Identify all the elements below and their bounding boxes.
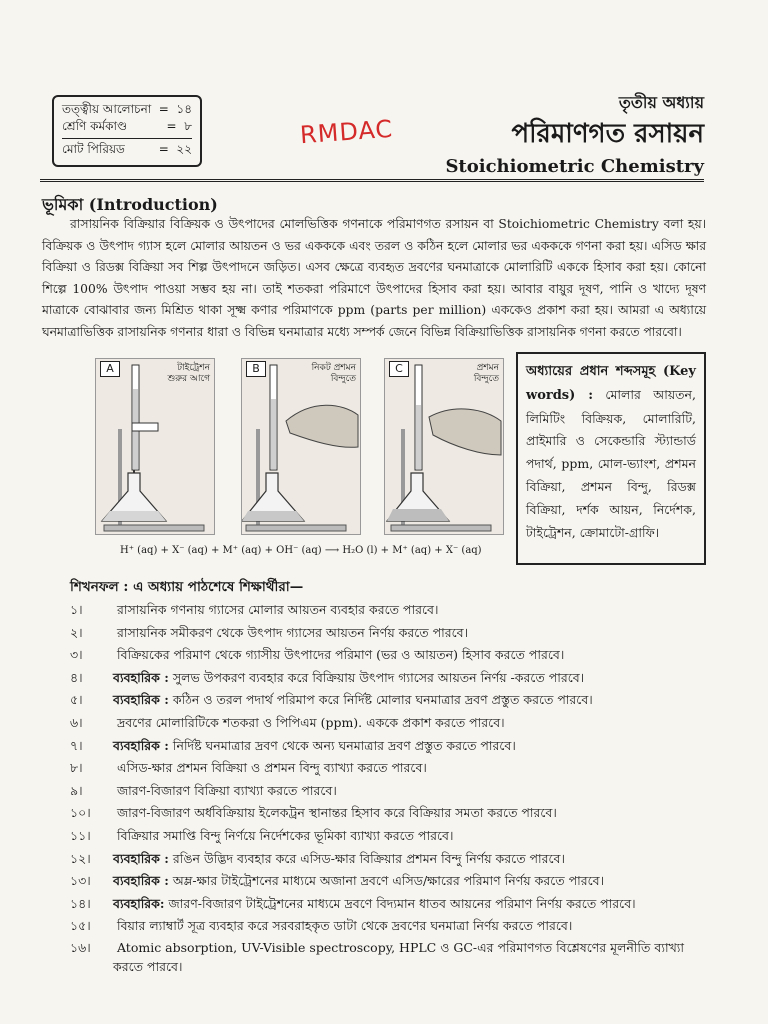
figure-caption: প্রশমন বিন্দুতে	[473, 363, 499, 384]
list-item	[70, 893, 710, 916]
item-number: ৭।	[70, 737, 83, 753]
titration-figure-c	[384, 358, 504, 535]
chapter-title: পরিমাণগত রসায়ন	[511, 119, 704, 149]
item-number: ৫।	[70, 692, 83, 708]
item-number: ৬।	[70, 714, 83, 730]
item-text: সুলভ উপকরণ ব্যবহার করে বিক্রিয়ায় উৎপাদ গ্যাসের আয়তন নির্ণয় -করতে পারবে।	[172, 669, 585, 685]
list-item	[70, 667, 710, 690]
titration-figure-b	[241, 358, 361, 535]
titration-figure-a	[95, 358, 215, 535]
handwritten-annotation: RMDAC	[299, 114, 395, 150]
figure-letter: C	[389, 361, 409, 377]
info-eq: =	[166, 119, 177, 133]
item-text: জারণ-বিজারণ অর্ধবিক্রিয়ায় ইলেকট্রন স্থানান্তর হিসাব করে বিক্রিয়ার সমতা করতে পারবে।	[117, 805, 557, 821]
item-tag: ব্যবহারিক :	[113, 669, 169, 685]
item-number: ৮।	[70, 760, 83, 776]
info-label: তত্ত্বীয় আলোচনা	[62, 102, 152, 116]
learning-outcomes-heading: শিখনফল : এ অধ্যায় পাঠশেষে শিক্ষার্থীরা—	[70, 579, 304, 595]
info-label: শ্রেণি কর্মকাণ্ড	[62, 119, 128, 133]
list-item	[70, 622, 710, 645]
item-text: জারণ-বিজারণ টাইট্রেশনের মাধ্যমে দ্রবণে বিদ্যমান ধাতব আয়নের পরিমাণ নির্ণয় করতে পারবে।	[168, 895, 636, 911]
item-text: বিয়ার ল্যাম্বার্ট সূত্র ব্যবহার করে সরবরাহকৃত ডাটা থেকে দ্রবণের ঘনমাত্রা নির্ণয় করতে পারবে।	[117, 918, 573, 934]
item-text: Atomic absorption, UV-Visible spectroscopy, HPLC ও GC-এর পরিমাণগত বিশ্লেষণের মূলনীতি ব্যাখ্যা করতে পারবে।	[113, 939, 685, 974]
key-words-heading: অধ্যায়ের প্রধান শব্দসমূহ (Key words) :	[526, 364, 696, 403]
list-item	[70, 780, 710, 803]
info-row-activity	[62, 118, 192, 135]
figure-letter: B	[246, 361, 266, 377]
period-info-box	[52, 95, 202, 167]
item-tag: ব্যবহারিক :	[113, 737, 169, 753]
item-number: ১১।	[70, 827, 91, 843]
item-number: ১।	[70, 602, 83, 617]
chapter-subtitle: Stoichiometric Chemistry	[445, 156, 704, 177]
learning-outcomes-list	[70, 599, 710, 976]
figure-letter: A	[100, 361, 120, 377]
intro-heading: ভূমিকা (Introduction)	[42, 195, 218, 214]
item-number: ১৪।	[70, 895, 91, 911]
item-number: ১৫।	[70, 918, 91, 934]
titration-flask-illustration	[96, 359, 214, 534]
figure-caption: নিকট প্রশমন বিন্দুতে	[311, 363, 356, 384]
neutralization-equation: H⁺ (aq) + X⁻ (aq) + M⁺ (aq) + OH⁻ (aq) ⟶ H₂O (l) + M⁺ (aq) + X⁻ (aq)	[120, 545, 482, 556]
info-eq: =	[158, 102, 169, 116]
intro-paragraph: রাসায়নিক বিক্রিয়ার বিক্রিয়ক ও উৎপাদের মোলভিত্তিক গণনাকে পরিমাণগত রসায়ন বা Stoichiometric Chemistry বলা হয়। বিক্রিয়ক ও উৎপাদ গ্যাস হলে মোলার আয়তন ও ভর একককে এবং তরল ও কঠিন হলে মোলার ভর একককে গণনা করা হয়। এসিড ক্ষার বিক্রিয়া ও রিডক্স বিক্রিয়া সব শিল্প উৎপাদনে জড়িত। এসব ক্ষেত্রে ব্যবহৃত দ্রবণের ঘনমাত্রাকে মোলারিটি এককে হিসাব করা হয়। কোনো শিল্পে 100% উৎপাদ পাওয়া সম্ভব হয় না। তাই শতকরা পরিমাণে উৎপাদের হিসাব করা হয়। আবার বায়ুর দূষণ, পানি ও খাদ্যে দূষণ মাত্রাকে বোঝাবার জন্য মিশ্রিত থাকা সূক্ষ্ম কণার পরিমাণকে ppm (parts per million) এককেও প্রকাশ করা হয়। আমরা এ অধ্যায়ে ঘনমাত্রাভিত্তিক রাসায়নিক গণনার ধারা ও বিভিন্ন ঘনমাত্রার মধ্যে সম্পর্ক জেনে বিভিন্ন বিক্রিয়াভিত্তিক রাসায়নিক গণনা করতে পারবো।	[42, 217, 706, 339]
item-tag: ব্যবহারিক :	[113, 692, 169, 708]
item-number: ২।	[70, 624, 83, 640]
key-words-list: মোলার আয়তন, লিমিটিং বিক্রিয়ক, মোলারিটি, প্রাইমারি ও সেকেন্ডারি স্ট্যান্ডার্ড পদার্থ, ppm, মোল-ভ্যাংশ, প্রশমন বিক্রিয়া, প্রশমন বিন্দু, রিডক্স বিক্রিয়া, দর্শক আয়ন, নির্দেশক, টাইট্রেশন, ক্রোমাটো-গ্রাফি।	[526, 386, 696, 540]
item-number: ১৬।	[70, 939, 91, 955]
info-value: ২২	[176, 142, 192, 156]
list-item	[70, 757, 710, 780]
item-number: ১২।	[70, 850, 91, 866]
info-row-total	[62, 138, 192, 158]
item-number: ৪।	[70, 669, 83, 685]
item-number: ১৩।	[70, 873, 91, 889]
item-text: অম্ল-ক্ষার টাইট্রেশনের মাধ্যমে অজানা দ্রবণে এসিড/ক্ষারের পরিমাণ নির্ণয় করতে পারবে।	[172, 873, 605, 889]
item-text: জারণ-বিজারণ বিক্রিয়া ব্যাখ্যা করতে পারবে।	[117, 782, 337, 798]
list-item	[70, 915, 710, 938]
titration-flask-with-hand-illustration	[385, 359, 503, 534]
info-label: মোট পিরিয়ড	[62, 142, 125, 156]
list-item	[70, 938, 710, 976]
list-item	[70, 644, 710, 667]
item-text: রাসায়নিক সমীকরণ থেকে উৎপাদ গ্যাসের আয়তন নির্ণয় করতে পারবে।	[117, 624, 469, 640]
chapter-label: তৃতীয় অধ্যায়	[618, 93, 704, 112]
info-value: ৮	[184, 119, 192, 133]
item-tag: ব্যবহারিক :	[113, 873, 169, 889]
key-words-box	[516, 352, 706, 565]
item-text: বিক্রিয়ার সমাপ্তি বিন্দু নির্ণয়ে নির্দেশকের ভূমিকা ব্যাখ্যা করতে পারবে।	[117, 827, 454, 843]
item-text: রাসায়নিক গণনায় গ্যাসের মোলার আয়তন ব্যবহার করতে পারবে।	[117, 602, 439, 617]
info-value: ১৪	[176, 102, 192, 116]
item-tag: ব্যবহারিক:	[113, 895, 165, 911]
info-row-theory	[62, 101, 192, 118]
list-item	[70, 599, 710, 622]
item-number: ৩।	[70, 647, 83, 663]
item-text: দ্রবণের মোলারিটিকে শতকরা ও পিপিএম (ppm). এককে প্রকাশ করতে পারবে।	[117, 714, 505, 730]
item-text: এসিড-ক্ষার প্রশমন বিক্রিয়া ও প্রশমন বিন্দু ব্যাখ্যা করতে পারবে।	[117, 760, 427, 776]
header-divider	[40, 179, 704, 182]
item-text: বিক্রিয়কের পরিমাণ থেকে গ্যাসীয় উৎপাদের পরিমাণ (ভর ও আয়তন) হিসাব করতে পারবে।	[117, 647, 565, 663]
item-text: রঙিন উদ্ভিদ ব্যবহার করে এসিড-ক্ষার বিক্রিয়ার প্রশমন বিন্দু নির্ণয় করতে পারবে।	[172, 850, 565, 866]
list-item	[70, 712, 710, 735]
info-eq: =	[158, 142, 169, 156]
list-item	[70, 689, 710, 712]
list-item	[70, 848, 710, 871]
list-item	[70, 802, 710, 825]
figure-caption: টাইট্রেশন শুরুর আগে	[167, 363, 210, 384]
item-text: কঠিন ও তরল পদার্থ পরিমাপ করে নির্দিষ্ট মোলার ঘনমাত্রার দ্রবণ প্রস্তুত করতে পারবে।	[172, 692, 593, 708]
item-number: ১০।	[70, 805, 91, 821]
titration-flask-with-hand-illustration	[242, 359, 360, 534]
item-tag: ব্যবহারিক :	[113, 850, 169, 866]
list-item	[70, 870, 710, 893]
list-item	[70, 735, 710, 758]
item-number: ৯।	[70, 782, 83, 798]
list-item	[70, 825, 710, 848]
item-text: নির্দিষ্ট ঘনমাত্রার দ্রবণ থেকে অন্য ঘনমাত্রার দ্রবণ প্রস্তুত করতে পারবে।	[172, 737, 516, 753]
